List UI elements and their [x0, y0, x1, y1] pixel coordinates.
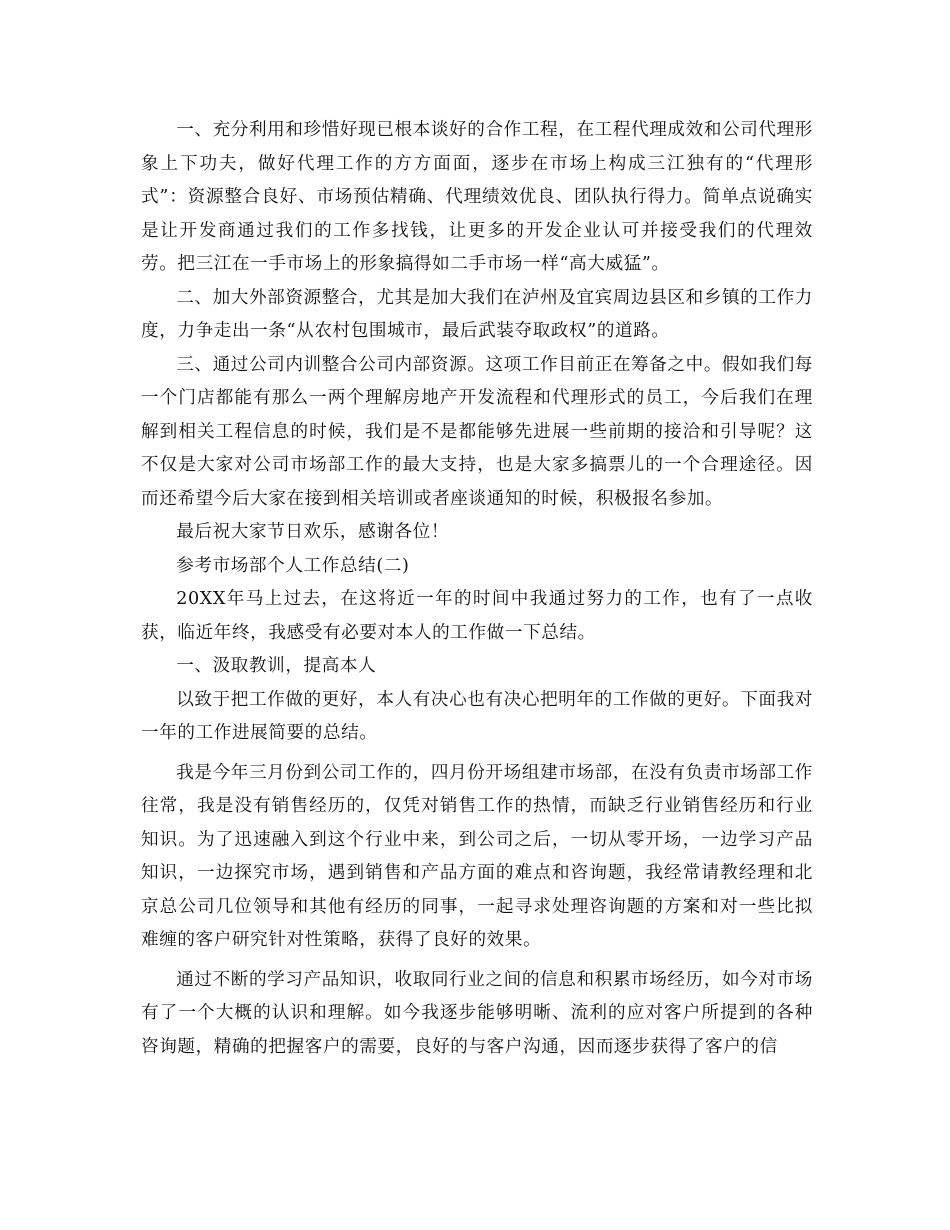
- section-heading-summary-two: 参考市场部个人工作总结(二): [176, 555, 410, 576]
- document-body: [141, 114, 813, 1064]
- paragraph-internal-training: 三、通过公司内训整合公司内部资源。这项工作目前正在筹备之中。假如我们每一个门店都能有那么一两个理解房地产开发流程和代理形式的员工，今后我们在理解到相关工程信息的时候，我们是不是都能够先进展一些前期的接洽和引导呢？这不仅是大家对公司市场部工作的最大支持，也是大家多搞票儿的一个合理途径。因而还希望今后大家在接到相关培训或者座谈通知的时候，积极报名参加。: [141, 354, 813, 509]
- subheading-lessons: 一、汲取教训，提高本人: [176, 656, 377, 676]
- paragraph-closing-wishes: 最后祝大家节日欢乐，感谢各位！: [176, 522, 450, 542]
- paragraph-joining-company: 我是今年三月份到公司工作的，四月份开场组建市场部，在没有负责市场部工作往常，我是没有销售经历的，仅凭对销售工作的热情，而缺乏行业销售经历和行业知识。为了迅速融入到这个行业中来，到公司之后，一切从零开场，一边学习产品知识，一边探究市场，遇到销售和产品方面的难点和咨询题，我经常请教经理和北京总公司几位领导和其他有经历的同事，一起寻求处理咨询题的方案和对一些比拟难缠的客户研究针对性策略，获得了良好的效果。: [141, 762, 813, 950]
- paragraph-external-resources: 二、加大外部资源整合，尤其是加大我们在泸州及宜宾周边县区和乡镇的工作力度，力争走出一条“从农村包围城市，最后武装夺取政权”的道路。: [141, 287, 813, 341]
- paragraph-determination: 以致于把工作做的更好，本人有决心也有决心把明年的工作做的更好。下面我对一年的工作进展简要的总结。: [141, 689, 813, 743]
- paragraph-market-learning: 通过不断的学习产品知识，收取同行业之间的信息和积累市场经历，如今对市场有了一个大概的认识和理解。如今我逐步能够明晰、流利的应对客户所提到的各种咨询题，精确的把握客户的需要，良好的与客户沟通，因而逐步获得了客户的信: [141, 969, 813, 1057]
- paragraph-cooperation-projects: 一、充分利用和珍惜好现已根本谈好的合作工程，在工程代理成效和公司代理形象上下功夫，做好代理工作的方方面面，逐步在市场上构成三江独有的“代理形式”：资源整合良好、市场预估精确、代理绩效优良、团队执行得力。简单点说确实是让开发商通过我们的工作多找钱，让更多的开发企业认可并接受我们的代理效劳。把三江在一手市场上的形象搞得如二手市场一样“高大威猛”。: [141, 120, 813, 274]
- paragraph-year-intro: 20XX年马上过去，在这将近一年的时间中我通过努力的工作，也有了一点收获，临近年终，我感受有必要对本人的工作做一下总结。: [141, 589, 813, 643]
